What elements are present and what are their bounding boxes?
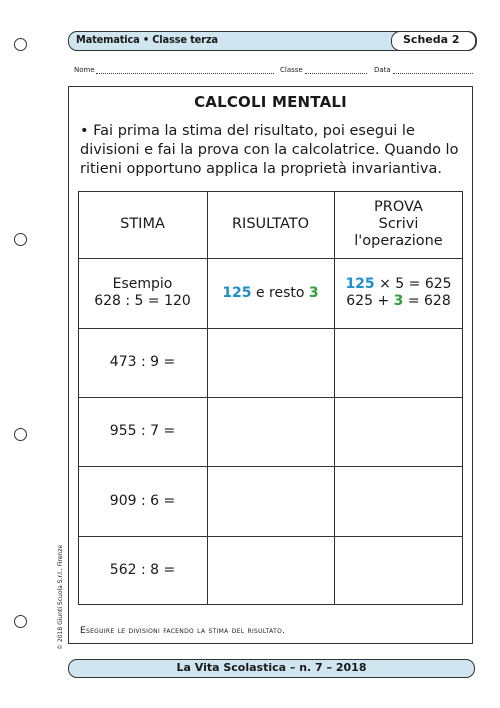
example-result bbox=[222, 285, 318, 302]
header-stima-label: STIMA bbox=[120, 216, 165, 232]
exercise-result-input-4[interactable] bbox=[207, 536, 334, 605]
footer-note: Eseguire le divisioni facendo la stima del risultato. bbox=[80, 626, 286, 636]
example-label: Esempio bbox=[112, 276, 173, 292]
copyright-text: © 2018 Giunti Scuola S.r.l., Firenze bbox=[57, 544, 64, 650]
example-estimate-cell bbox=[78, 258, 207, 328]
example-check-line2 bbox=[346, 293, 450, 310]
binder-hole bbox=[14, 428, 27, 441]
exercise-op-4 bbox=[78, 536, 207, 605]
exercise-op-text: 562 : 8 = bbox=[109, 562, 176, 578]
example-check-line1 bbox=[345, 276, 451, 293]
name-field-label: Nome bbox=[74, 66, 95, 74]
header-stima bbox=[78, 191, 207, 258]
name-field-line[interactable] bbox=[96, 73, 274, 74]
header-prova bbox=[334, 191, 463, 258]
exercise-op-3 bbox=[78, 466, 207, 536]
binder-hole bbox=[14, 38, 27, 51]
exercise-op-1 bbox=[78, 328, 207, 397]
header-risultato bbox=[207, 191, 334, 258]
binder-hole bbox=[14, 233, 27, 246]
instruction-text: • Fai prima la stima del risultato, poi esegui le divisioni e fai la prova con la calcolatrice. Quando lo ritieni opportuno applica la proprietà invariantiva. bbox=[80, 123, 459, 177]
exercise-check-input-4[interactable] bbox=[334, 536, 463, 605]
class-field-line[interactable] bbox=[305, 73, 367, 74]
header-prova-sub1: Scrivi bbox=[378, 216, 419, 232]
header-prova-sub2: l'operazione bbox=[354, 233, 443, 249]
exercise-op-text: 473 : 9 = bbox=[109, 354, 176, 370]
worksheet-title: CALCOLI MENTALI bbox=[194, 93, 347, 111]
example-estimate: 628 : 5 = 120 bbox=[94, 293, 191, 309]
exercise-op-2 bbox=[78, 397, 207, 466]
example-remainder: 3 bbox=[308, 284, 319, 301]
example-check-mult: × 5 = 625 bbox=[374, 276, 452, 292]
example-quotient: 125 bbox=[222, 284, 252, 301]
sheet-label: Scheda 2 bbox=[403, 33, 460, 46]
example-check-quotient: 125 bbox=[345, 276, 375, 292]
exercise-check-input-3[interactable] bbox=[334, 466, 463, 536]
exercise-result-input-2[interactable] bbox=[207, 397, 334, 466]
header-subject: Matematica • Classe terza bbox=[76, 33, 218, 46]
exercise-result-input-3[interactable] bbox=[207, 466, 334, 536]
exercise-op-text: 909 : 6 = bbox=[109, 492, 176, 509]
exercise-check-input-2[interactable] bbox=[334, 397, 463, 466]
example-check-remainder: 3 bbox=[393, 293, 404, 309]
binder-hole bbox=[14, 615, 27, 628]
example-result-text: e resto bbox=[251, 284, 309, 301]
example-check-cell bbox=[334, 258, 463, 328]
date-field-label: Data bbox=[374, 66, 391, 74]
footer-label: La Vita Scolastica – n. 7 – 2018 bbox=[176, 661, 367, 674]
example-check-sum-end: = 628 bbox=[403, 293, 451, 309]
header-prova-label: PROVA bbox=[374, 199, 423, 215]
exercise-check-input-1[interactable] bbox=[334, 328, 463, 397]
header-risultato-label: RISULTATO bbox=[231, 216, 310, 232]
exercise-op-text: 955 : 7 = bbox=[109, 423, 176, 439]
example-check-sum-start: 625 + bbox=[346, 293, 394, 309]
exercise-result-input-1[interactable] bbox=[207, 328, 334, 397]
class-field-label: Classe bbox=[280, 66, 303, 74]
date-field-line[interactable] bbox=[393, 73, 473, 74]
example-result-cell bbox=[207, 258, 334, 328]
